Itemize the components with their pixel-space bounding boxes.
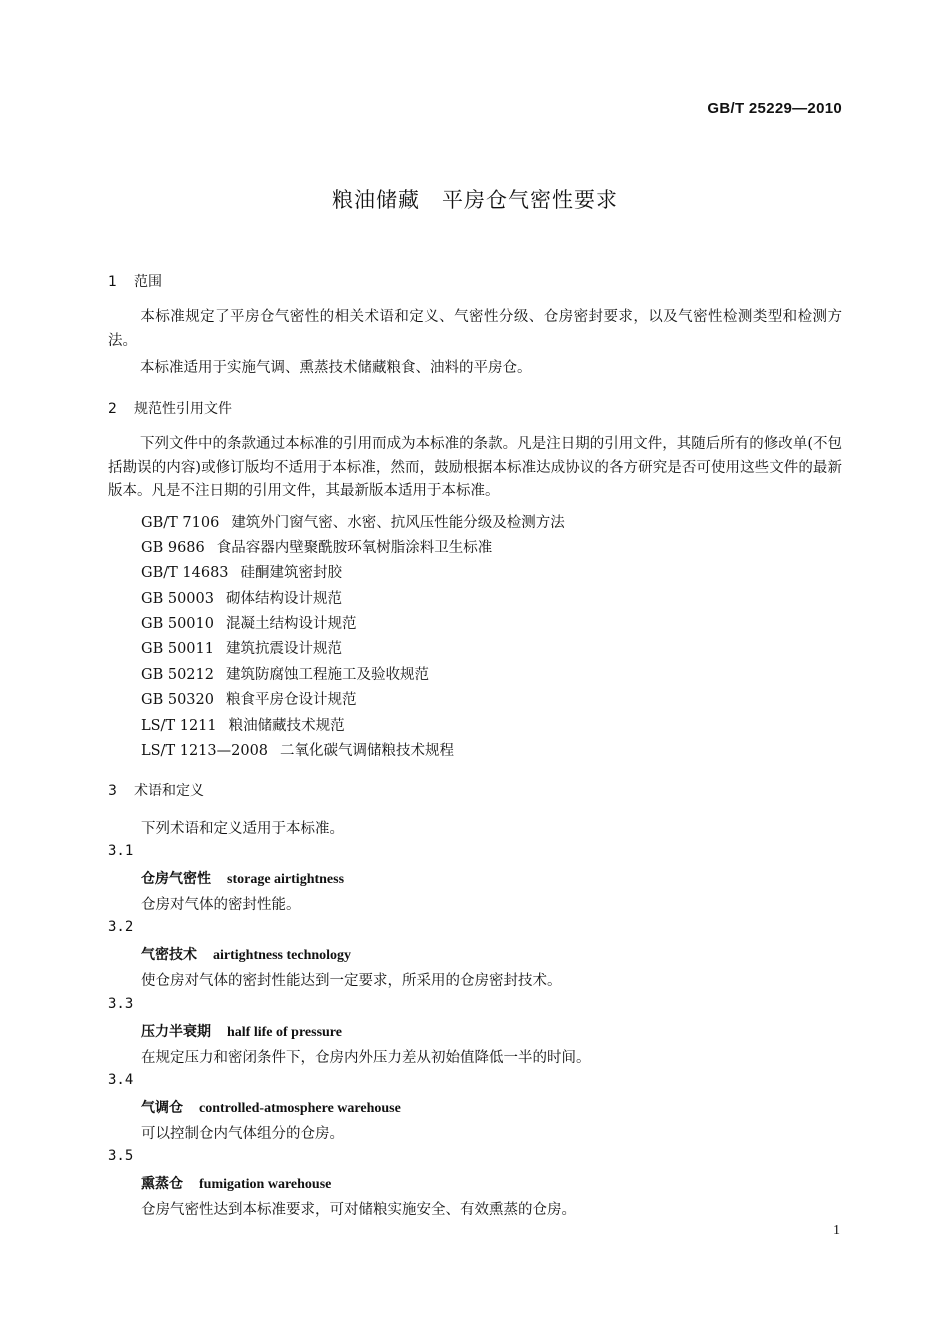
reference-code: LS/T 1211 xyxy=(141,718,217,734)
term-number: 3.4 xyxy=(108,1072,134,1088)
document-title: 粮油储藏 平房仓气密性要求 xyxy=(332,188,618,212)
term-number: 3.3 xyxy=(108,996,134,1012)
term-heading xyxy=(141,868,344,888)
reference-code: GB/T 14683 xyxy=(141,565,229,581)
section-2-heading xyxy=(108,398,232,418)
reference-title: 建筑防腐蚀工程施工及验收规范 xyxy=(225,667,429,683)
paragraph-text: 本标准规定了平房仓气密性的相关术语和定义、气密性分级、仓房密封要求，以及气密性检测类型和检测方法。 xyxy=(108,309,842,349)
term-definition: 可以控制仓内气体组分的仓房。 xyxy=(141,1126,344,1142)
reference-item xyxy=(141,561,342,582)
term-definition: 仓房气密性达到本标准要求，可对储粮实施安全、有效熏蒸的仓房。 xyxy=(141,1202,576,1218)
section-title: 范围 xyxy=(134,274,162,290)
reference-code: LS/T 1213—2008 xyxy=(141,743,269,759)
reference-code: GB/T 7106 xyxy=(141,515,220,531)
reference-item xyxy=(141,587,342,608)
reference-item xyxy=(141,688,356,709)
reference-code: GB 50003 xyxy=(141,591,214,607)
reference-title: 粮食平房仓设计规范 xyxy=(225,692,357,708)
term-number: 3.2 xyxy=(108,919,134,935)
section-title: 规范性引用文件 xyxy=(134,401,232,417)
term-heading xyxy=(141,1173,331,1193)
term-chinese: 压力半衰期 xyxy=(141,1024,211,1040)
reference-title: 砌体结构设计规范 xyxy=(225,591,342,607)
standard-number: GB/T 25229—2010 xyxy=(707,100,842,117)
term-chinese: 熏蒸仓 xyxy=(141,1176,183,1192)
reference-code: GB 9686 xyxy=(141,540,205,556)
term-definition: 使仓房对气体的密封性能达到一定要求，所采用的仓房密封技术。 xyxy=(141,973,562,989)
term-english: airtightness technology xyxy=(213,948,352,963)
term-definition: 在规定压力和密闭条件下，仓房内外压力差从初始值降低一半的时间。 xyxy=(141,1050,591,1066)
reference-item xyxy=(141,612,356,633)
reference-item xyxy=(141,536,492,557)
section-number: 1 xyxy=(108,274,117,290)
section-3-heading xyxy=(108,780,204,800)
term-heading xyxy=(141,1021,342,1041)
section-number: 3 xyxy=(108,783,117,799)
term-heading xyxy=(141,1097,401,1117)
term-heading xyxy=(141,944,351,964)
reference-code: GB 50010 xyxy=(141,616,214,632)
reference-item xyxy=(141,511,565,532)
reference-item xyxy=(141,739,454,760)
section-1-paragraph-1 xyxy=(108,306,842,353)
reference-code: GB 50320 xyxy=(141,692,214,708)
term-definition: 仓房对气体的密封性能。 xyxy=(141,897,301,913)
page-number: 1 xyxy=(833,1223,840,1238)
paragraph-text: 下列文件中的条款通过本标准的引用而成为本标准的条款。凡是注日期的引用文件，其随后所有的修改单(不包括勘误的内容)或修订版均不适用于本标准，然而，鼓励根据本标准达成协议的各方研究是否可使用这些文件的最新版本。凡是不注日期的引用文件，其最新版本适用于本标准。 xyxy=(108,436,842,499)
reference-item xyxy=(141,663,429,684)
term-number: 3.5 xyxy=(108,1148,134,1164)
section-1-heading xyxy=(108,271,162,291)
reference-title: 食品容器内壁聚酰胺环氧树脂涂料卫生标准 xyxy=(216,540,493,556)
reference-title: 建筑外门窗气密、水密、抗风压性能分级及检测方法 xyxy=(231,515,565,531)
reference-title: 粮油储藏技术规范 xyxy=(228,718,345,734)
reference-code: GB 50212 xyxy=(141,667,214,683)
term-english: half life of pressure xyxy=(227,1025,342,1040)
reference-title: 二氧化碳气调储粮技术规程 xyxy=(280,743,455,759)
section-2-intro xyxy=(108,433,842,504)
section-1-paragraph-2 xyxy=(108,357,842,381)
term-chinese: 仓房气密性 xyxy=(141,871,211,887)
term-chinese: 气调仓 xyxy=(141,1100,183,1116)
reference-item xyxy=(141,714,345,735)
section-number: 2 xyxy=(108,401,117,417)
term-english: fumigation warehouse xyxy=(199,1177,332,1192)
reference-title: 建筑抗震设计规范 xyxy=(225,641,342,657)
reference-code: GB 50011 xyxy=(141,641,214,657)
term-number: 3.1 xyxy=(108,843,134,859)
reference-item xyxy=(141,637,342,658)
section-title: 术语和定义 xyxy=(134,783,204,799)
term-chinese: 气密技术 xyxy=(141,947,197,963)
reference-title: 混凝土结构设计规范 xyxy=(225,616,357,632)
section-3-intro: 下列术语和定义适用于本标准。 xyxy=(141,821,344,837)
term-english: controlled-atmosphere warehouse xyxy=(199,1101,401,1116)
paragraph-text: 本标准适用于实施气调、熏蒸技术储藏粮食、油料的平房仓。 xyxy=(140,360,532,376)
reference-title: 硅酮建筑密封胶 xyxy=(240,565,343,581)
term-english: storage airtightness xyxy=(227,872,345,887)
